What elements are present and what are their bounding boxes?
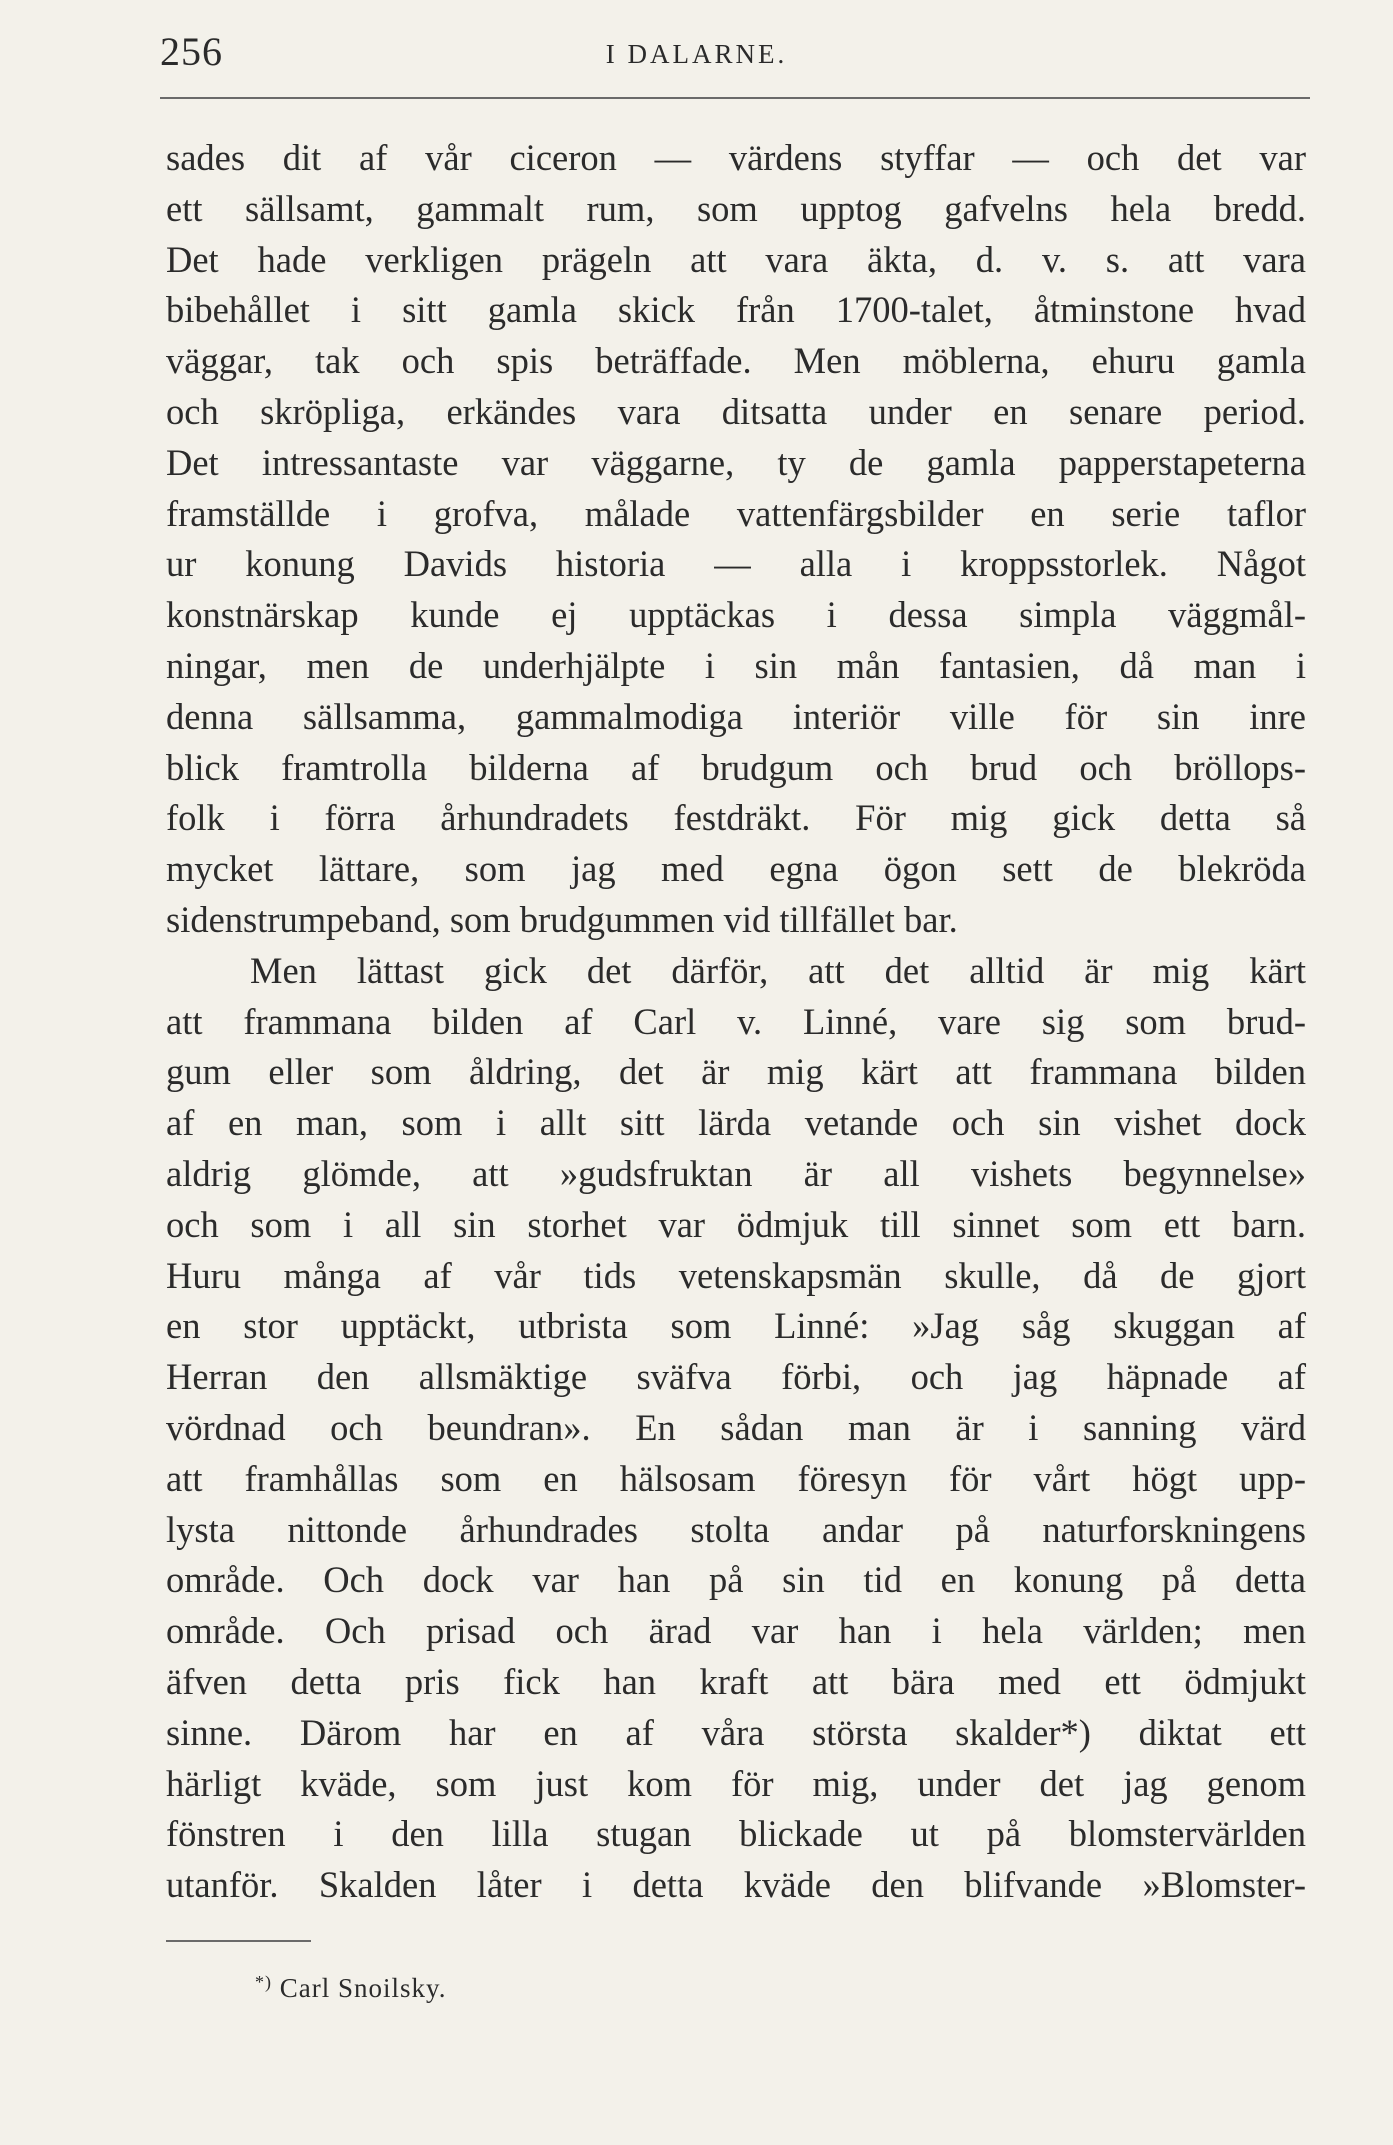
text-line: sades dit af vår ciceron — värdens styffar — och det var bbox=[166, 137, 1306, 178]
text-line: fönstren i den lilla stugan blickade ut på blomstervärlden bbox=[166, 1813, 1306, 1855]
footnote bbox=[255, 1960, 447, 2010]
text-line: framställde i grofva, målade vattenfärgsbilder en serie taflor bbox=[166, 492, 1306, 534]
text-line: bibehållet i sitt gamla skick från 1700-talet, åtminstone hvad bbox=[166, 289, 1306, 331]
text-line: härligt kväde, som just kom för mig, under det jag genom bbox=[166, 1762, 1306, 1804]
text-line: och skröpliga, erkändes vara ditsatta under en senare period. bbox=[166, 390, 1306, 432]
text-line: område. Och prisad och ärad var han i hela världen; men bbox=[166, 1610, 1306, 1652]
text-line: område. Och dock var han på sin tid en konung på detta bbox=[166, 1559, 1306, 1601]
text-line: lysta nittonde århundrades stolta andar på naturforskningens bbox=[166, 1508, 1306, 1550]
text-line: gum eller som åldring, det är mig kärt att frammana bilden bbox=[166, 1051, 1306, 1093]
text-line: Herran den allsmäktige sväfva förbi, och jag häpnade af bbox=[166, 1356, 1306, 1398]
text-line: att frammana bilden af Carl v. Linné, vare sig som brud- bbox=[166, 1000, 1306, 1042]
text-line: konstnärskap kunde ej upptäckas i dessa simpla väggmål- bbox=[166, 594, 1306, 636]
footnote-divider bbox=[166, 1940, 311, 1942]
body-text bbox=[166, 133, 1306, 1911]
text-line: ett sällsamt, gammalt rum, som upptog gafvelns hela bredd. bbox=[166, 187, 1306, 229]
header-divider bbox=[160, 97, 1310, 99]
text-line: utanför. Skalden låter i detta kväde den blifvande »Blomster- bbox=[166, 1864, 1306, 1906]
text-line: Det hade verkligen prägeln att vara äkta, d. v. s. att vara bbox=[166, 238, 1306, 280]
text-line: ningar, men de underhjälpte i sin mån fantasien, då man i bbox=[166, 644, 1306, 686]
text-line: att framhållas som en hälsosam föresyn för vårt högt upp- bbox=[166, 1457, 1306, 1499]
text-line: äfven detta pris fick han kraft att bära med ett ödmjukt bbox=[166, 1660, 1306, 1702]
text-line: ur konung Davids historia — alla i kroppsstorlek. Något bbox=[166, 543, 1306, 585]
text-line: mycket lättare, som jag med egna ögon sett de blekröda bbox=[166, 848, 1306, 890]
text-line: Huru många af vår tids vetenskapsmän skulle, då de gjort bbox=[166, 1254, 1306, 1296]
text-line: vördnad och beundran». En sådan man är i sanning värd bbox=[166, 1406, 1306, 1448]
page-number: 256 bbox=[160, 29, 223, 74]
paragraph-start-line: Men lättast gick det därför, att det alltid är mig kärt bbox=[250, 949, 1306, 991]
text-line: denna sällsamma, gammalmodiga interiör ville för sin inre bbox=[166, 695, 1306, 737]
text-line: folk i förra århundradets festdräkt. För mig gick detta så bbox=[166, 797, 1306, 839]
text-line: en stor upptäckt, utbrista som Linné: »Jag såg skuggan af bbox=[166, 1305, 1306, 1347]
text-line: blick framtrolla bilderna af brudgum och brud och bröllops- bbox=[166, 746, 1306, 788]
text-line: sidenstrumpeband, som brudgummen vid tillfället bar. bbox=[166, 898, 958, 940]
text-line: och som i all sin storhet var ödmjuk till sinnet som ett barn. bbox=[166, 1203, 1306, 1245]
text-line: Det intressantaste var väggarne, ty de gamla papperstapeterna bbox=[166, 441, 1306, 483]
text-line: väggar, tak och spis beträffade. Men möblerna, ehuru gamla bbox=[166, 340, 1306, 382]
footnote-marker: *) bbox=[255, 1972, 272, 1992]
text-line: af en man, som i allt sitt lärda vetande och sin vishet dock bbox=[166, 1102, 1306, 1144]
text-line: aldrig glömde, att »gudsfruktan är all vishets begynnelse» bbox=[166, 1152, 1306, 1194]
text-line: sinne. Därom har en af våra största skalder*) diktat ett bbox=[166, 1711, 1306, 1753]
running-title: I DALARNE. bbox=[605, 39, 788, 69]
footnote-text: Carl Snoilsky. bbox=[279, 1973, 447, 2003]
